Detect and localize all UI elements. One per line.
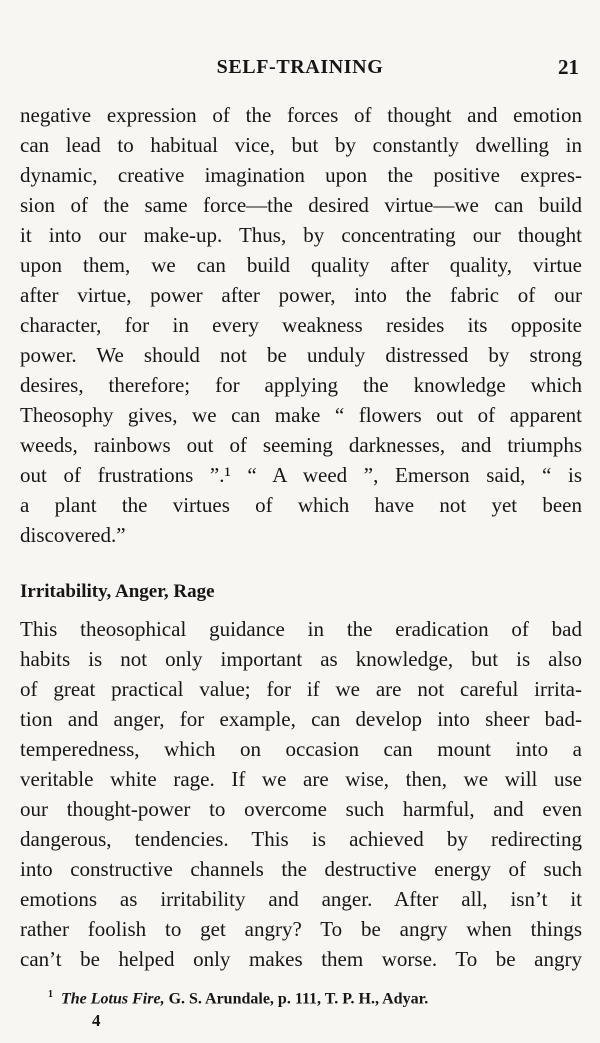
text-line: of great practical value; for if we are not careful irrita- (20, 677, 582, 701)
text-line: upon them, we can build quality after quality, virtue (20, 253, 582, 277)
text-line: negative expression of the forces of thought and emotion (20, 103, 582, 127)
text-line: dynamic, creative imagination upon the positive expres- (20, 163, 582, 187)
text-line: a plant the virtues of which have not yet been (20, 493, 582, 517)
text-line: tion and anger, for example, can develop into sheer bad- (20, 707, 582, 731)
footnote-title: The Lotus Fire, (61, 990, 165, 1008)
text-line: character, for in every weakness resides its opposite (20, 313, 582, 337)
running-header-title: SELF-TRAINING (216, 56, 384, 78)
text-line: it into our make-up. Thus, by concentrating our thought (20, 223, 582, 247)
text-line: discovered.” (20, 523, 126, 547)
text-line: habits is not only important as knowledge, but is also (20, 647, 582, 671)
footnote-citation: G. S. Arundale, p. 111, T. P. H., Adyar. (168, 990, 429, 1008)
paragraph-2 (20, 614, 582, 974)
section-heading: Irritability, Anger, Rage (20, 581, 215, 602)
page-number: 21 (558, 55, 579, 79)
text-line: This theosophical guidance in the eradication of bad (20, 617, 582, 641)
paragraph-1 (20, 100, 582, 550)
text-line: rather foolish to get angry? To be angry when things (20, 917, 582, 941)
text-line: temperedness, which on occasion can mount into a (20, 737, 582, 761)
signature-mark: 4 (92, 1011, 101, 1030)
footnote-marker: 1 (48, 989, 53, 1000)
text-line: our thought-power to overcome such harmful, and even (20, 797, 582, 821)
text-line: weeds, rainbows out of seeming darknesses, and triumphs (20, 433, 582, 457)
text-line: power. We should not be unduly distressed by strong (20, 343, 582, 367)
text-line: can lead to habitual vice, but by constantly dwelling in (20, 133, 582, 157)
text-line: can’t be helped only makes them worse. To be angry (20, 947, 582, 971)
text-line: out of frustrations ”.¹ “ A weed ”, Emerson said, “ is (20, 463, 582, 487)
text-line: dangerous, tendencies. This is achieved by redirecting (20, 827, 582, 851)
text-line: desires, therefore; for applying the knowledge which (20, 373, 582, 397)
text-line: emotions as irritability and anger. After all, isn’t it (20, 887, 582, 911)
text-line: veritable white rage. If we are wise, then, we will use (20, 767, 582, 791)
text-line: into constructive channels the destructive energy of such (20, 857, 582, 881)
footnote (48, 984, 428, 1010)
text-line: after virtue, power after power, into the fabric of our (20, 283, 582, 307)
text-line: sion of the same force—the desired virtue—we can build (20, 193, 582, 217)
text-line: Theosophy gives, we can make “ flowers out of apparent (20, 403, 582, 427)
